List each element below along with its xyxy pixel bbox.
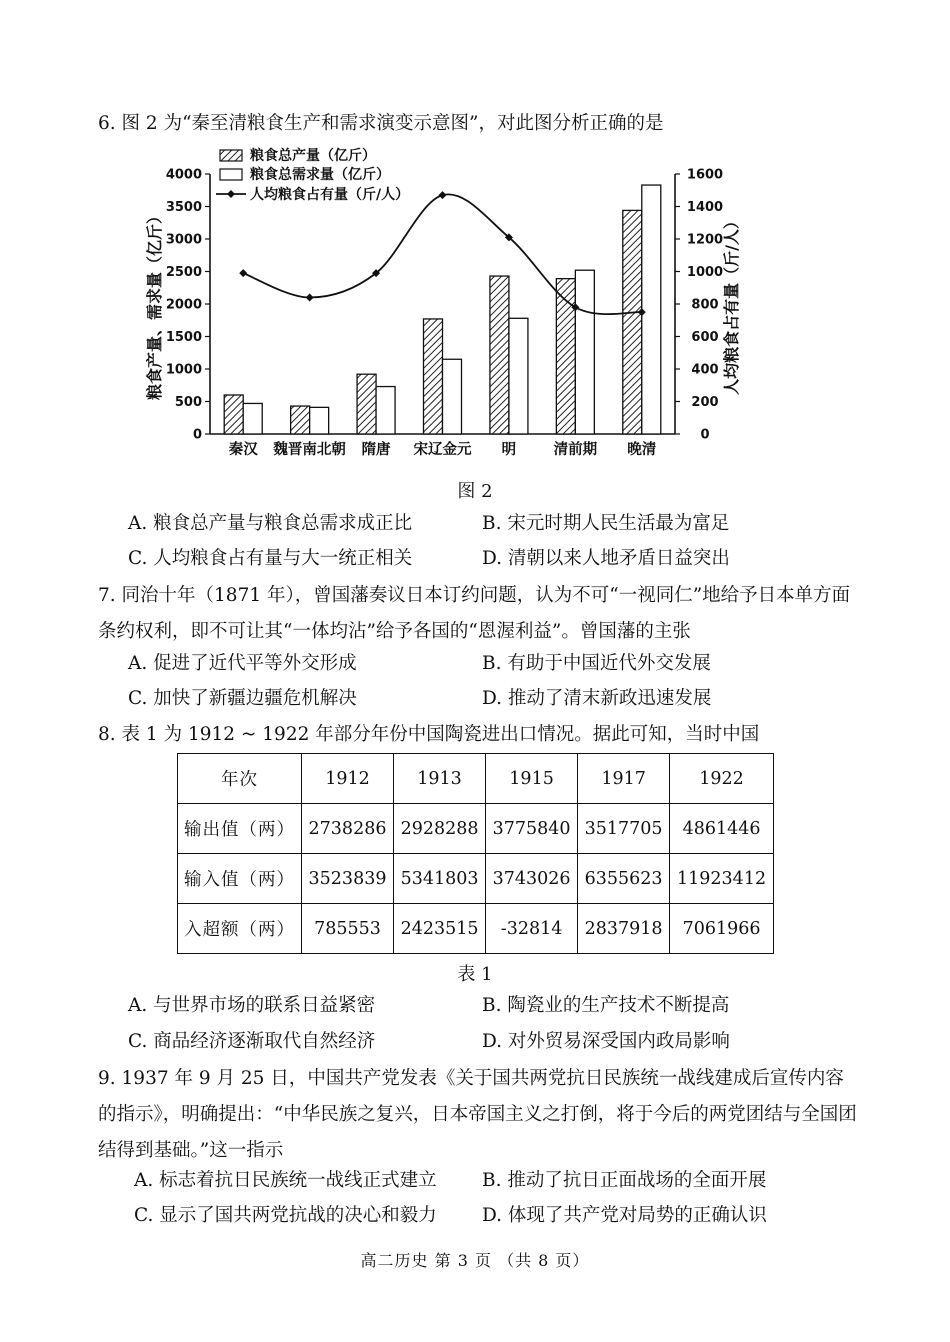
table-cell: 入超额（两）	[178, 904, 302, 954]
table-row	[178, 904, 774, 954]
question-8-stem: 8. 表 1 为 1912 ~ 1922 年部分年份中国陶瓷进出口情况。据此可知，当时中国	[98, 724, 760, 745]
table-cell: 3775840	[486, 804, 578, 854]
left-tick-label: 1000	[165, 362, 202, 378]
q7-option-c[interactable]: C. 加快了新疆边疆危机解决	[128, 688, 357, 709]
q8-option-b[interactable]: B. 陶瓷业的生产技术不断提高	[482, 995, 730, 1016]
table-row	[178, 804, 774, 854]
figure-2-caption: 图 2	[457, 481, 493, 502]
table-cell: 2738286	[302, 804, 394, 854]
table-cell: 3523839	[302, 854, 394, 904]
q7-option-d[interactable]: D. 推动了清末新政迅速发展	[482, 688, 712, 709]
category-label: 清前期	[553, 442, 598, 458]
right-tick-label: 400	[691, 362, 719, 378]
table-cell: 7061966	[670, 904, 774, 954]
table-cell: 输出值（两）	[178, 804, 302, 854]
table-header-cell: 1917	[578, 754, 670, 804]
question-9-stem: 9. 1937 年 9 月 25 日，中国共产党发表《关于国共两党抗日民族统一战线建成后宣传内容的指示》，明确提出：“中华民族之复兴，日本帝国主义之打倒，将于今后的两党团结与全国团结得到基础。”这一指示	[98, 1068, 857, 1161]
legend-label-per-capita: 人均粮食占有量（斤/人）	[250, 187, 410, 203]
left-tick-label: 500	[174, 395, 202, 410]
demand-bar	[443, 359, 462, 434]
q9-option-d[interactable]: D. 体现了共产党对局势的正确认识	[482, 1205, 767, 1226]
table-cell: 5341803	[394, 854, 486, 904]
production-bar	[490, 276, 509, 434]
table-row	[178, 854, 774, 904]
per-capita-point	[239, 269, 247, 277]
q7-option-b[interactable]: B. 有助于中国近代外交发展	[482, 653, 711, 674]
right-axis-title: 人均粮食占有量（斤/人）	[722, 213, 741, 395]
table-1-caption: 表 1	[457, 964, 493, 985]
q9-option-c[interactable]: C. 显示了国共两党抗战的决心和毅力	[134, 1205, 437, 1226]
table-cell: 2837918	[578, 904, 670, 954]
per-capita-point	[439, 191, 447, 199]
table-header-cell: 1913	[394, 754, 486, 804]
grain-chart-svg	[130, 138, 741, 478]
legend-label-demand: 粮食总需求量（亿斤）	[250, 167, 390, 183]
question-7-stem: 7. 同治十年（1871 年），曾国藩奏议日本订约问题，认为不可“一视同仁”地给予日本单方面条约权利，即不可让其“一体均沾”给予各国的“恩渥利益”。曾国藩的主张	[98, 585, 851, 642]
q6-option-a[interactable]: A. 粮食总产量与粮食总需求成正比	[128, 513, 413, 534]
category-label: 宋辽金元	[413, 442, 472, 458]
category-label: 魏晋南北朝	[273, 442, 346, 458]
q8-option-c[interactable]: C. 商品经济逐渐取代自然经济	[128, 1031, 376, 1052]
q7-option-a[interactable]: A. 促进了近代平等外交形成	[128, 653, 357, 674]
grain-chart	[130, 138, 741, 478]
category-label: 秦汉	[228, 442, 258, 458]
q9-option-a[interactable]: A. 标志着抗日民族统一战线正式建立	[134, 1170, 437, 1191]
left-tick-label: 2500	[165, 265, 202, 280]
legend-swatch-demand	[220, 169, 242, 180]
q8-option-a[interactable]: A. 与世界市场的联系日益紧密	[128, 995, 376, 1016]
page-footer: 高二历史 第 3 页 （共 8 页）	[360, 1251, 590, 1270]
question-6-stem: 6. 图 2 为“秦至清粮食生产和需求演变示意图”，对此图分析正确的是	[98, 113, 664, 134]
q6-option-b[interactable]: B. 宋元时期人民生活最为富足	[482, 513, 730, 534]
right-tick-label: 1600	[686, 167, 724, 183]
q8-option-d[interactable]: D. 对外贸易深受国内政局影响	[482, 1031, 730, 1052]
production-bar	[424, 319, 443, 434]
category-label: 明	[501, 442, 517, 458]
table-cell: 输入值（两）	[178, 854, 302, 904]
legend-swatch-production	[220, 150, 242, 161]
right-tick-label: 1000	[686, 265, 724, 280]
table-cell: 4861446	[670, 804, 774, 854]
table-header-cell: 1912	[302, 754, 394, 804]
q6-option-d[interactable]: D. 清朝以来人地矛盾日益突出	[482, 548, 730, 569]
table-header-row	[178, 754, 774, 804]
demand-bar	[509, 318, 528, 434]
per-capita-point	[306, 294, 314, 302]
left-tick-label: 3000	[165, 232, 202, 248]
table-cell: 2928288	[394, 804, 486, 854]
table-header-cell: 1915	[486, 754, 578, 804]
left-tick-label: 3500	[165, 200, 202, 215]
table-header-cell: 1922	[670, 754, 774, 804]
table-cell: 3517705	[578, 804, 670, 854]
table-header-cell: 年次	[178, 754, 302, 804]
production-bar	[291, 406, 310, 434]
production-bar	[224, 395, 243, 434]
demand-bar	[376, 387, 395, 434]
right-tick-label: 600	[691, 330, 719, 345]
demand-bar	[642, 185, 661, 434]
right-tick-label: 0	[700, 427, 710, 443]
table-cell: 785553	[302, 904, 394, 954]
left-tick-label: 4000	[165, 167, 202, 183]
right-tick-label: 200	[691, 395, 719, 410]
table-cell: 2423515	[394, 904, 486, 954]
category-label: 晚清	[627, 442, 657, 458]
demand-bar	[310, 407, 329, 434]
left-tick-label: 2000	[165, 297, 202, 313]
right-tick-label: 1200	[686, 232, 724, 248]
category-label: 隋唐	[361, 442, 391, 458]
demand-bar	[243, 403, 262, 434]
ceramics-trade-table	[177, 753, 774, 954]
left-tick-label: 0	[192, 427, 202, 443]
production-bar	[623, 210, 642, 434]
table-cell: 3743026	[486, 854, 578, 904]
production-bar	[556, 279, 575, 434]
legend-label-production: 粮食总产量（亿斤）	[250, 148, 376, 164]
right-tick-label: 800	[691, 297, 719, 313]
right-tick-label: 1400	[686, 200, 724, 215]
table-cell: -32814	[486, 904, 578, 954]
q6-option-c[interactable]: C. 人均粮食占有量与大一统正相关	[128, 548, 413, 569]
left-axis-title: 粮食产量、需求量（亿斤）	[145, 207, 164, 401]
table-cell: 11923412	[670, 854, 774, 904]
table-cell: 6355623	[578, 854, 670, 904]
production-bar	[357, 374, 376, 434]
left-tick-label: 1500	[165, 330, 202, 345]
demand-bar	[575, 270, 594, 434]
legend-marker-per-capita	[227, 190, 235, 198]
q9-option-b[interactable]: B. 推动了抗日正面战场的全面开展	[482, 1170, 767, 1191]
